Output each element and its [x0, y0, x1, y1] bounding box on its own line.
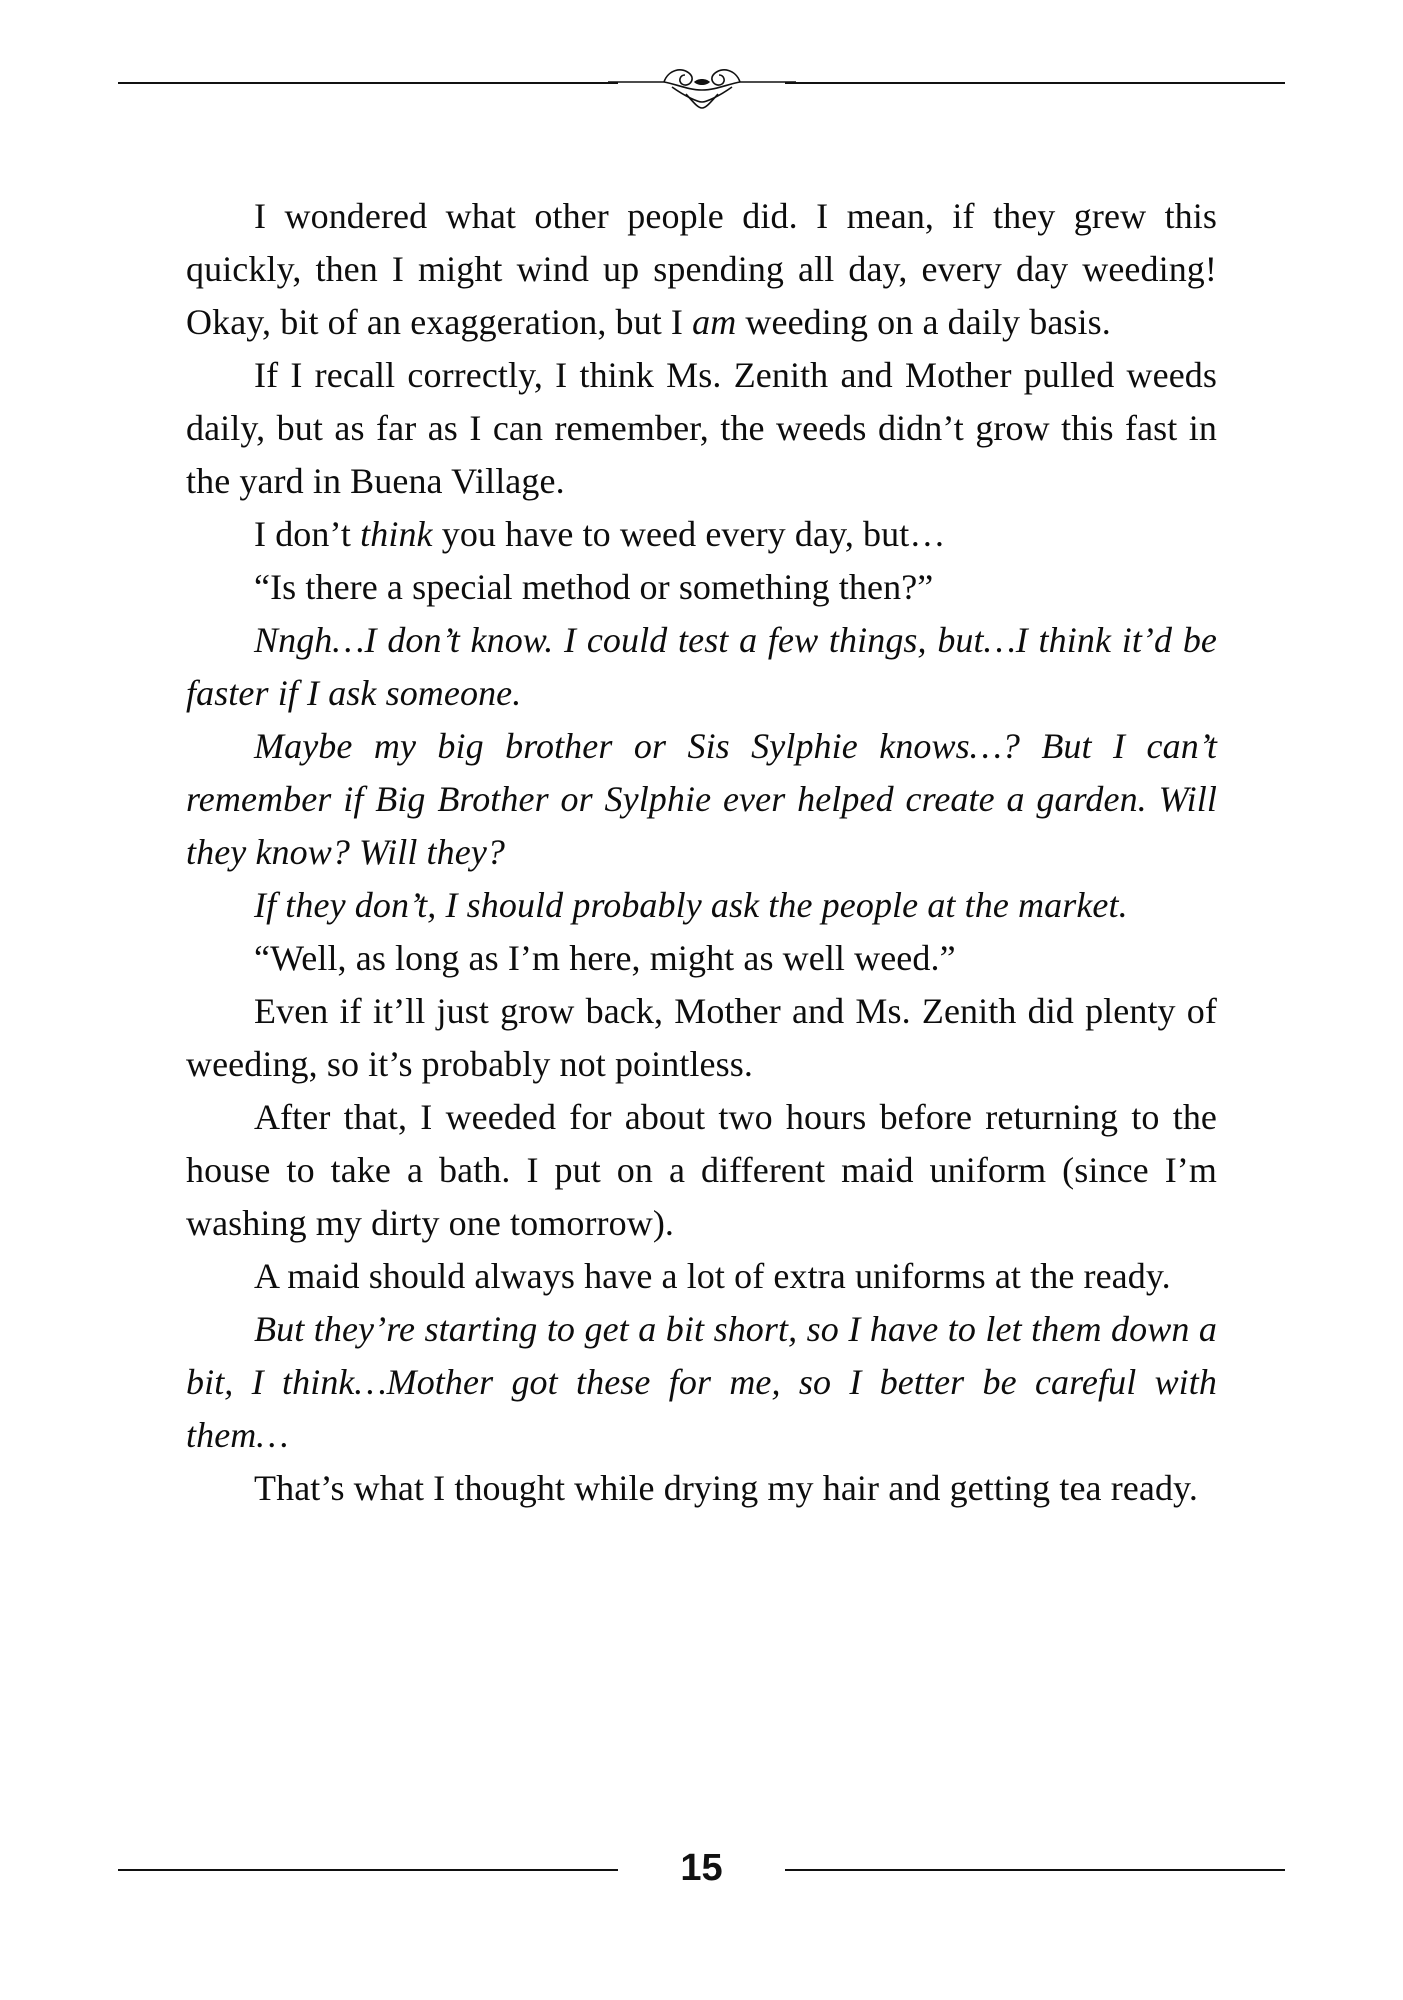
paragraph-p9: Even if it’ll just grow back, Mother and Ms. Zenith did plenty of weeding, so it’s probably not pointless.: [186, 991, 1217, 1084]
paragraph-p4: “Is there a special method or something then?”: [254, 567, 934, 607]
paragraph-p3: I don’t think you have to weed every day, but…: [254, 514, 946, 554]
page-body-text: [186, 190, 1217, 1515]
header-rule-left: [118, 82, 618, 84]
paragraph-p12: But they’re starting to get a bit short, so I have to let them down a bit, I think…Mother got these for me, so I better be careful with them…: [186, 1309, 1217, 1455]
paragraph-p1: I wondered what other people did. I mean, if they grew this quickly, then I might wind up spending all day, every day weeding! Okay, bit of an exaggeration, but I am weeding on a daily basis.: [186, 196, 1217, 342]
scroll-flourish-ornament-icon: [602, 56, 802, 126]
paragraph-p2: If I recall correctly, I think Ms. Zenith and Mother pulled weeds daily, but as far as I can remember, the weeds didn’t grow this fast in the yard in Buena Village.: [186, 355, 1217, 501]
paragraph-p11: A maid should always have a lot of extra uniforms at the ready.: [254, 1256, 1171, 1296]
paragraph-p5: Nngh…I don’t know. I could test a few things, but…I think it’d be faster if I ask someone.: [186, 620, 1217, 713]
footer-rule-right: [785, 1869, 1285, 1871]
paragraph-p10: After that, I weeded for about two hours before returning to the house to take a bath. I put on a different maid uniform (since I’m washing my dirty one tomorrow).: [186, 1097, 1217, 1243]
paragraph-p8: “Well, as long as I’m here, might as well weed.”: [254, 938, 956, 978]
header-ornament: [118, 56, 1285, 126]
footer-rule-left: [118, 1869, 618, 1871]
page-footer: [118, 1844, 1285, 1892]
header-rule-right: [785, 82, 1285, 84]
paragraph-p13: That’s what I thought while drying my hair and getting tea ready.: [254, 1468, 1198, 1508]
paragraph-p7: If they don’t, I should probably ask the people at the market.: [254, 885, 1128, 925]
paragraph-p6: Maybe my big brother or Sis Sylphie knows…? But I can’t remember if Big Brother or Sylphie ever helped create a garden. Will they know? Will they?: [186, 726, 1217, 872]
page-number: 15: [680, 1847, 723, 1889]
